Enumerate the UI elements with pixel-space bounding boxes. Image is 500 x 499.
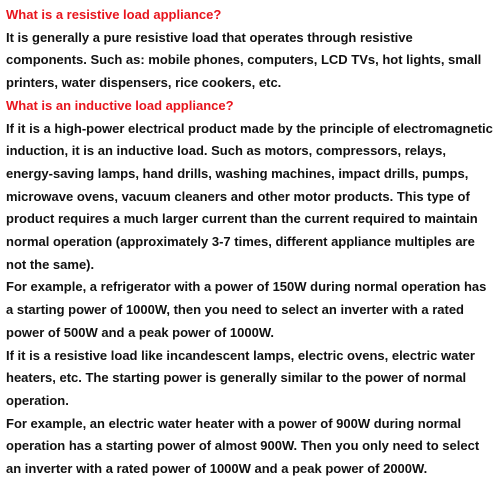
resistive-load-paragraph: It is generally a pure resistive load that operates through resistive components. Such as: mobile phones, computers, LCD TVs, hot lights, small printers, water dispensers, rice cookers, etc. <box>6 29 482 91</box>
water-heater-example-paragraph: For example, an electric water heater with a power of 900W during normal operation has a starting power of almost 900W. Then you only need to select an inverter with a rated power of 1000W and a peak power of 2000W. <box>6 415 480 477</box>
inductive-load-paragraph: If it is a high-power electrical product made by the principle of electromagnetic induction, it is an inductive load. Such as motors, compressors, relays, energy-saving lamps, hand drills, washing machines, impact drills, pumps, microwave ovens, vacuum cleaners and other motor products. This type of product requires a much larger current than the current required to maintain normal operation (approximately 3-7 times, different appliance multiples are not the same). <box>6 120 493 272</box>
inductive-load-heading: What is an inductive load appliance? <box>6 97 234 113</box>
resistive-comparison-paragraph: If it is a resistive load like incandescent lamps, electric ovens, electric water heaters, etc. The starting power is generally similar to the power of normal operation. <box>6 347 475 408</box>
refrigerator-example-paragraph: For example, a refrigerator with a power of 150W during normal operation has a starting power of 1000W, then you need to select an inverter with a rated power of 500W and a peak power of 1000W. <box>6 279 487 340</box>
resistive-load-heading: What is a resistive load appliance? <box>6 7 222 22</box>
